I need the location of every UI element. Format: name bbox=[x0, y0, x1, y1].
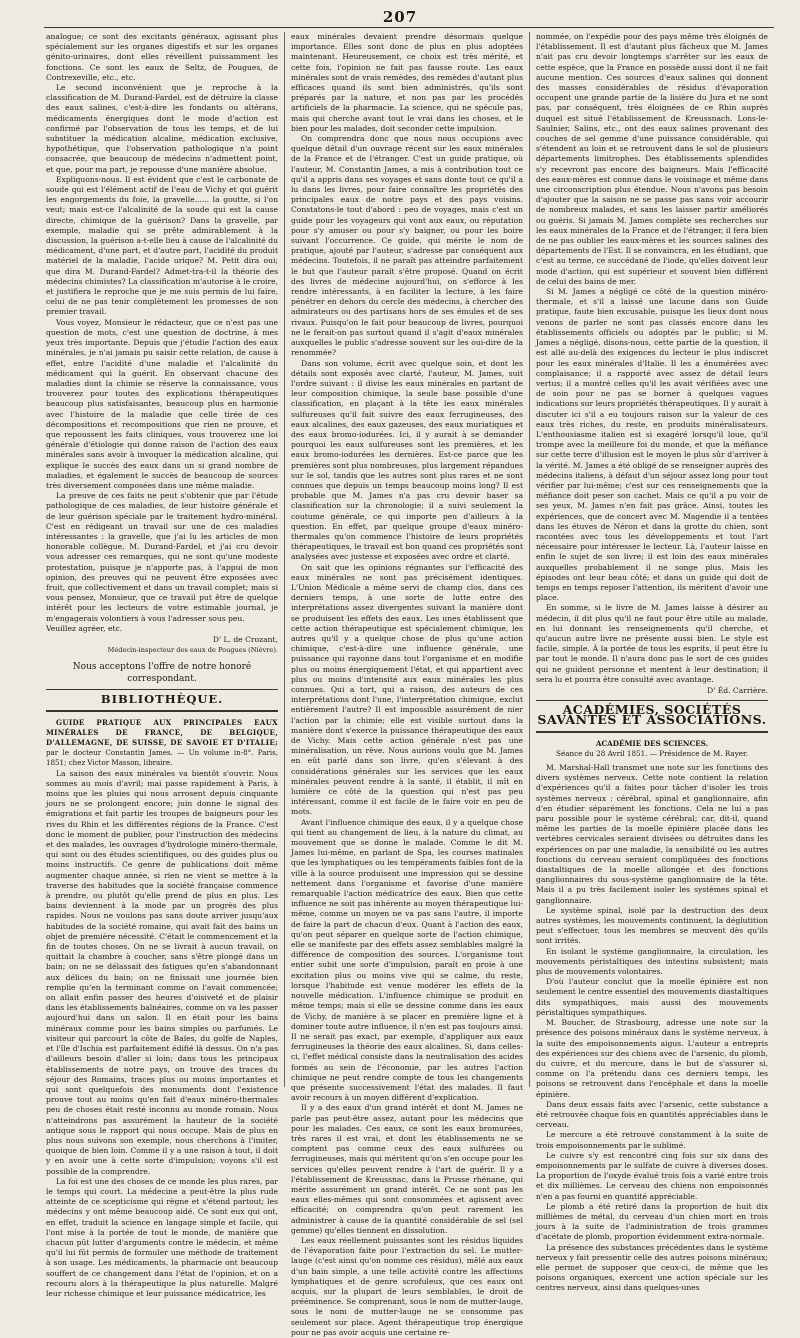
paragraph: En isolant le système ganglionnaire, la circulation, les mouvements péristaltiques des intestins subsistent; mais plus de mouvements volontaires. bbox=[536, 946, 768, 977]
paragraph: Dans son volume, écrit avec quelque soin, et dont les détails sont exposés avec clarté, l'auteur, M. James, suit l'ordre suivant : il divise les eaux minérales en partant de leur composition chimique, la seule base possible d'une classification, en plaçant à la tête les eaux minérales sulfureuses qu'il fait suivre des eaux ferrugineuses, des eaux alcalines, des eaux gazeuses, des eaux muriatiques et des eaux bromo-iodurées. Ici, il y aurait à se demander pourquoi les eaux sulfureuses sont les premières, et les eaux bromo-iodurées les dernières. Est-ce parce que les premières sont plus nombreuses, plus largement répandues sur le sol, tandis que les autres sont plus rares et ne sont connues que depuis un temps beaucoup moins long? Il est probable que M. James n'a pas cru devoir baser sa classification sur la chronologie; il a suivi seulement la coutume générale, ce qui importe peu d'ailleurs à la question. En effet, par quelque groupe d'eaux minéro-thermales qu'on commence l'histoire de leurs propriétés thérapeutiques, le travail est bon quand ces propriétés sont analysées avec justesse et exposées avec ordre et clarté. bbox=[291, 358, 523, 562]
signature: D' Éd. Carrière. bbox=[707, 686, 768, 695]
paragraph: M. Boucher, de Strasbourg, adresse une note sur la présence des poisons minéraux dans le système nerveux, à la suite des empoisonnements aigus. L'auteur a entrepris des expériences sur des chiens avec de l'arsenic, du plomb, du cuivre, et du mercure, dans le but de s'assurer si, comme on l'a prétendu dans ces derniers temps, les poisons se retrouvent dans l'encéphale et dans la moelle épinière. bbox=[536, 1018, 768, 1099]
section-title-bibliotheque: BIBLIOTHÈQUE. bbox=[100, 692, 224, 707]
section-title-academies: ACADÉMIES, SOCIÉTÉS SAVANTES ET ASSOCIATIONS. bbox=[537, 702, 767, 728]
column-divider bbox=[284, 32, 285, 1087]
paragraph: La saison des eaux minérales va bientôt s'ouvrir. Nous sommes au mois d'avril; mai passe rapidement à Paris, à moins que les pluies qui nous arrosent depuis cinquante jours ne se prolongent encore; juin donne le signal des émigrations et fait partir les troupes de baigneurs pour les rives du Rhin et les différentes régions de la France. C'est donc le moment de publier, pour l'instruction des médecins et des malades, les ouvrages d'hydrologie minéro-thermale, qui sont ou des études scientifiques, ou des guides plus ou moins instructifs. Ce genre de publications doit même augmenter chaque année, si rien ne vient se mettre à la traverse des habitudes que la société française commence à prendre, ou plutôt qu'elle prend de plus en plus. Les bains deviennent à la mode par un progrès des plus rapides. Nous ne voulons pas sans doute arriver jusqu'aux habitudes de la société romaine, qui avait fait des bains un objet de première nécessité. C'était le commencement et la fin de toutes choses. On ne se livrait à aucun travail, on quittait la chambre à coucher, sans s'être plongé dans un bain; on ne se délassait des fatigues qu'en s'abandonnant aux délices du bain; on ne finissait une journée bien remplie qu'en la terminant comme on l'avait commencée; on allait enfin passer des heures d'oisiveté et de plaisir dans les établissements balnéaires, comme on va les passer aujourd'hui dans un salon. Il en était pour les bains minéraux comme pour les bains simples ou parfumés. Le visiteur qui parcourt la côte de Baïes, du golfe de Naples, et l'île d'Ischia est parfaitement édifié là dessus. On n'a pas d'ailleurs besoin d'aller si loin; dans tous les principaux établissements de notre pays, on trouve des traces du séjour des Romains, traces plus ou moins importantes et qui sont quelquefois des monuments dont l'existence prouve tout au moins qu'en fait d'eaux minéro-thermales peu de choses était resté inconnu au monde romain. Nous n'atteindrons pas assurément la hauteur de la société antique sous le rapport qui nous occupe. Mais de plus en plus nous suivons son exemple, nous cherchons à l'imiter, quoique de bien loin. Comme il y a une raison à tout, il doit y en avoir une à cette sorte d'impulsion; voyons s'il est possible de la comprendre. bbox=[46, 768, 278, 1176]
paragraph: La présence des substances précédentes dans le système nerveux y fait pressentir celle des autres poisons minéraux; elle permet de supposer que ceux-ci, de même que les poisons organiques, exercent une action spéciale sur les centres nerveux, ainsi dans quelques-unes bbox=[536, 1242, 768, 1293]
column-left bbox=[46, 32, 278, 1298]
paragraph: Si M. James a négligé ce côté de la question minéro-thermale, et s'il a laissé une lacune dans son Guide pratique, faute bien excusable, puisque les lieux dont nous venons de parler ne sont pas classés encore dans les établissements officiels ou adoptés par le public; si M. James a négligé, disons-nous, cette partie de la question, il est allé au-delà des exigences du lecteur le plus indiscret pour les eaux minérales d'Italie. Il les a énumérées avec complaisance; il a rapporté avec assez de détail leurs vertus; il a montré celles qu'il les avait vérifiées avec une de soin pour ne pas se borner à quelques vagues indications sur leurs propriétés thérapeutiques. Il y aurait à discuter ici s'il a eu toujours raison sur la valeur de ces eaux très riches, du reste, en produits minéralisateurs. L'enthousiasme italien est si exagéré lorsqu'il loue, qu'il trompe avec la meilleure foi du monde, et que la méfiance sur cette terre d'illusion est le moyen le plus sûr d'arriver à la vérité. M. James a été obligé de se renseigner auprès des médecins italiens, à défaut d'un séjour assez long pour tout vérifier par lui-même; c'est sur ces renseignements que la méfiance doit peser son cachet. Mais ce qu'il a pu voir de ses yeux, M. James n'en fait pas grâce. Ainsi, toutes les expériences, que de concert avec M. Magendie il a tentées dans les étuves de Néron et dans la grotte du chien, sont racontées avec tous les développements et tout l'art nécessaire pour intéresser le lecteur. Là, l'auteur laisse en enfin le sujet de son livre; il est loin des eaux minérales auxquelles probablement il ne songe plus. Mais les épisodes ont leur beau côté; et dans un guide qui doit de temps en temps reposer l'attention, ils méritent d'avoir une place. bbox=[536, 287, 768, 603]
editor-note: Nous acceptons l'offre de notre honoré correspondant. bbox=[72, 662, 252, 685]
page-number: 207 bbox=[382, 8, 418, 26]
section-rule bbox=[536, 700, 768, 701]
paragraph: Le second inconvénient que je reproche à la classification de M. Durand-Fardel, est de détruire la classe des eaux salines, c'est-à-dire les fondants ou altérans, médicaments énergiques dont le mode d'action est confirmé par l'observation de tous les temps, et de lui substituer la médication alcaline, médication exclusive, hypothétique, que l'observation pathologique n'a point consacrée, que beaucoup de médecins n'admettent point, et que, pour ma part, je repousse d'une manière absolue. bbox=[46, 83, 278, 174]
paragraph: Le système spinal, isolé par la destruction des deux autres systèmes, les mouvements continuent, la déglutition peut s'effectuer, tous les membres se meuvent dès qu'ils sont irrités. bbox=[536, 905, 768, 946]
paragraph: On comprendra donc que nous nous occupions avec quelque détail d'un ouvrage récent sur les eaux minérales de la France et de l'étranger. C'est un guide pratique, où l'auteur, M. Constantin James, a mis à contribution tout ce qu'il a appris dans ses voyages et sans donte tout ce qu'il a lu dans les livres, pour faire connaître les propriétés des principales eaux de notre pays et des pays voisins. Constatons-le tout d'abord : peu de voyages, mais c'est un guide pour les voyageurs qui vont aux eaux, ou réputation pour s'y amuser ou pour s'y baigner, ou pour les boire suivant l'occurrence. Ce guide, qui mérite le nom de pratique, ajouté par l'auteur, s'adresse par conséquent aux médecins. Toutefois, il ne paraît pas atteindre parfaitement le but que l'auteur paraît s'être proposé. Quand on écrit des livres de médecine aujourd'hui, on s'efforce à les rendre intéressants, à en faciliter la lecture, à les faire pénétrer en dehors du cercle des médecins, à chercher des admirateurs ou des partisans hors de ses émules et de ses rivaux. Puisqu'on le fait pour beaucoup de livres, pourquoi ne le ferait-on pas surtout quand il s'agit d'eaux minérales auxquelles le public s'adresse souvent sur les oui-dire de la renommée? bbox=[291, 134, 523, 358]
signature-title: Médecin-inspecteur des eaux de Pougues (Nièvre). bbox=[107, 646, 278, 655]
column-divider bbox=[529, 32, 530, 1087]
paragraph: Expliquons-nous. Il est évident que c'est le carbonate de soude qui est l'élément actif de l'eau de Vichy et qui guérit les engorgements du foie, la gravelle...... la goutte, si l'on veut; mais est-ce l'alcalinité de la soude qui est la cause directe, chimique de la guérison? Dans la gravelle, par exemple, maladie qui se prête admirablement à la discussion, la guérison a-t-elle lieu à cause de l'alcalinité du médicament, d'une part, et d'autre part, l'acidité du produit matériel de la maladie, l'acide urique? M. Petit dira oui; que dira M. Durand-Fardel? Admet-tra-t-il la théorie des médecins chimistes? La classification m'autorise à le croire, et justifiera le reproche que je me suis permis de lui faire, celui de ne pas tenir complètement les promesses de son premier travail. bbox=[46, 174, 278, 317]
paragraph: M. Marshal-Hall transmet une note sur les fonctions des divers systèmes nerveux. Cette note contient la relation d'expériences qu'il a faites pour tâcher d'isoler les trois systèmes nerveux : cérébral, spinal et ganglionnaire, afin d'en étudier séparément les fonctions. Cela ne lui a pas paru possible pour le système cérébral; car, dit-il, quand même les parties de la moelle épinière placée dans les vertèbres cervicales seraient divisées ou détruites dans les expériences on par une maladie, la sensibilité ou les autres fonctions du cerveau seraient compliquées des fonctions diastaltiques de la moelle allongée et des fonctions ganglionnaires du sous-système ganglionnaire de la tête. Mais il a pu très facilement isoler les systèmes spinal et ganglionnaire. bbox=[536, 763, 768, 905]
paragraph: D'où l'auteur conclut que la moelle épinière est non seulement le centre essentiel des mouvements diastaltiques dits sympathiques, mais aussi des mouvements péristaltiques sympathiques. bbox=[536, 977, 768, 1017]
paragraph: En somme, si le livre de M. James laisse à désirer au médecin, il dit plus qu'il ne faut pour être utile au malade, en lui donnant les renseignements qu'il cherche, et qu'aucun autre livre ne présente aussi bien. Le style est facile, simple. À la portée de tous les esprits, il peut être lu par tout le monde. Il n'aura donc pas le sort de ces guides qui ne guident personne et mentent à leur destination; il sera lu et pourra être consulté avec avantage. bbox=[536, 603, 768, 684]
paragraph: nommée, on l'expédie pour des pays même très éloignés de l'établissement. Il est d'autant plus fâcheux que M. James n'ait pas cru devoir longtemps s'arrêter sur les eaux de cette espèce, que la France en possède aussi dont il ne fait aucune mention. Ces sources d'eaux salines qui donnent des masses considérables de résidus d'évaporation occupent une grande partie de la lisière du Jura et ne sont pas, par conséquent, très éloignées de ce Rhin auprès duquel est situé l'établissement de Kreussnach. Lons-le-Saulnier, Salins, etc., ont des eaux salines provenant des couches de sel gemme d'une puissance considérable, qui s'étendent au loin et se retrouvent dans le sol de plusieurs départements limitrophes. Des établissements splendides s'y recevront pas encore des baigneurs. Mais l'efficacité des eaux-mères est connue dans le voisinage et même dans une circonscription plus étendue. Nous n'avons pas besoin d'ajouter que la saison ne se passe pas sans voir accourir de nombreux malades, et sans les laisser partir améliorés ou guéris. Si jamais M. James complète ses recherches sur les eaux minérales de la France et de l'étranger, il fera bien de ne pas oublier les eaux-mères et les sources salines des départements de l'Est. Il se convaincra, en les étudiant, que c'est au terme, ce succédané de l'iode, qu'elles doivent leur mode d'action, qui est supérieur et souvent bien différent de celui des bains de mer. bbox=[536, 32, 768, 286]
closing: Veuillez agréer, etc. bbox=[46, 623, 123, 633]
paragraph: Le cuivre s'y est rencontré cinq fois sur six dans des empoisonnements par le sulfate de cuivre à diverses doses. La proportion de l'oxyde évalué trois fois a varié entre trois et dix millièmes. Le cerveau des chiens non empoisonnés n'en a pas fourni en quantité appréciable. bbox=[536, 1150, 768, 1201]
paragraph: Dans deux essais faits avec l'arsenic, cette substance a été retrouvée chaque fois en quantités appréciables dans le cerveau. bbox=[536, 1099, 768, 1130]
paragraph: analogue; ce sont des excitants généraux, agissant plus spécialement sur les organes digestifs et sur les organes génito-urinaires, dont elles réveillent puissamment les fonctions. Ce sont les eaux de Seltz, de Pougues, de Contrexeville, etc., etc. bbox=[46, 32, 278, 82]
paragraph: On sait que les opinions régnantes sur l'efficacité des eaux minérales ne sont pas précisément identiques. L'Union Médicale a même servi de champ clos, dans ces derniers temps, à une sorte de lutte entre des interprétations assez divergentes suivant la manière dont se produisent les effets des eaux. Les unes établissent que cette action thérapeutique est spécialement chimique, les autres qu'il y a quelque chose de plus qu'une action chimique, c'est-à-dire une influence générale, une puissance qui rayonne dans tout l'organisme et en modifie plus ou moins énergiquement l'état, et qui appartient avec plus ou moins d'intensité aux eaux minérales les plus connues. Qui a tort, qui a raison, des auteurs de ces interprétations dont l'une, l'interprétation chimique, exclut entièrement l'autre? Il est impossible assurément de nier l'action par la chimie; elle est visible surtout dans la manière dont s'exerce la puissance thérapeutique des eaux de Vichy. Mais cette action générale n'est pas une minéralisation, un rêve. Nous aurions voulu que M. James en eût parlé dans son livre, qu'en s'élevant à des considérations générales sur les services que les eaux minérales peuvent rendre à la santé, il établit, il mît en lumière ce côté de la question qui n'est pas peu intéressant, comme il est facile de le faire voir en peu de mots. bbox=[291, 562, 523, 817]
signature: D' L. de Crozant, bbox=[212, 634, 278, 644]
column-right bbox=[536, 32, 768, 1293]
academy-subhead: ACADÉMIE DES SCIENCES. bbox=[595, 738, 709, 748]
book-detail: par le docteur Constantin James. — Un volume in-8°. Paris, 1851; chez Victor Masson, libraire. bbox=[46, 748, 278, 768]
session-line: Séance du 28 Avril 1851. — Présidence de M. Rayer. bbox=[556, 748, 748, 758]
paragraph: Les eaux réellement puissantes sont les résidus liquides de l'évaporation faite pour l'extraction du sel. Le mutter-lauge (c'est ainsi qu'on nomme ces résidus), mêlé aux eaux d'un bain simple, a une telle activité contre les affections lymphatiques et de genre scrofuleux, que ces eaux ont acquis, sur la plupart de leurs semblables, le droit de prééminence. Se comprenant, sous le nom de mutter-lauge, sous le nom de mutter-lauge ne se consomme pas seulement sur place. Agent thérapeutique trop énergique pour ne pas avoir acquis une certaine re- bbox=[291, 1235, 523, 1337]
book-title: GUIDE PRATIQUE AUX PRINCIPALES EAUX MINÉRALES DE FRANCE, DE BELGIQUE, D'ALLEMAGNE, DE SUISSE, DE SAVOIE ET D'ITALIE; bbox=[46, 717, 278, 747]
column-middle bbox=[291, 32, 523, 1337]
header-rule bbox=[44, 27, 774, 28]
paragraph: Le plomb a été retiré dans la proportion de huit dix millièmes de métal, du cerveau d'un chien mort en trois jours à la suite de l'administration de trois grammes d'acétate de plomb, proportion évidemment extra-normale. bbox=[536, 1201, 768, 1242]
paragraph: La foi est une des choses de ce monde les plus rares, par le temps qui court. La médecine a peut-être la plus rude atteinte de ce scepticisme qui règne et s'étend partout; les médecins y ont même beaucoup aidé. Ce sont eux qui ont, en effet, traduit la science en langage simple et facile, qui l'ont mise à la portée de tout le monde, de manière que chacun pût lutter d'arguments contre le médecin, et même qu'il lui fût permis de formuler une méthode de traitement à son usage. Les médicaments, la pharmacie ont beaucoup souffert de ce changement dans l'état de l'opinion, et on a recouru alors à la thérapeutique la plus naturelle. Malgré leur richesse chimique et leur puissance médicatrice, les bbox=[46, 1176, 278, 1298]
paragraph: La preuve de ces faits ne peut s'obtenir que par l'étude pathologique de ces maladies, de leur histoire générale et de leur guérison spéciale par le traitement hydro-minéral. C'est en rédigeant un travail sur une de ces maladies intéressantes : la gravelle, que j'ai lu les articles de mon honorable collègue, M. Durand-Fardel, et j'ai cru devoir vous adresser ces remarques, qui ne sont qu'une modeste protestation, puisque je n'apporte pas, à l'appui de mon opinion, des preuves qui ne peuvent être exposées avec fruit, que collectivement et dans un travail complet; mais si vous pensez, Monsieur, que ce travail put être de quelque intérêt pour les lecteurs de votre estimable journal, je m'engagerais volontiers à vous l'adresser sous peu. bbox=[46, 491, 278, 623]
paragraph: Avant l'influence chimique des eaux, il y a quelque chose qui tient au changement de lieu, à la nature du climat, au mouvement que se donne le malade. Comme le dit M. James lui-même, en parlant de Spa, les courses matinales que les lymphatiques ou les tempéraments faibles font de la ville à la source produisent une impression qui se dessine nettement dans l'organisme et favorise d'une manière remarquable l'action médicatrice des eaux. Bien que cette influence ne soit pas inhérente au moyen thérapeutique lui-même, comme un moyen ne va pas sans l'autre, il importe de faire la part de chacun d'eux. Quant à l'action des eaux, qu'on peut séparer en quelque sorte de l'action chimique, elle se manifeste par des effets assez semblables malgré la différence de composition des sources. L'organisme tout entier subit une sorte d'impulsion, paraît en proie à une excitation plus ou moins vive qui se calme, du reste, lorsque l'habitude est venue modérer les effets de la nouvelle médication. L'influence chimique se produit en même temps; mais si elle se dessine comme dans les eaux de Vichy, de manière à se placer en première ligne et à dominer toute autre influence, il n'en est pas toujours ainsi. Il ne serait pas exact, par exemple, d'appliquer aux eaux ferrugineuses la théorie des eaux alcalines. Si, dans celles-ci, l'effet médical consiste dans la neutralisation des acides formés au sein de l'économie, par les autres l'action chimique ne peut rendre compte de tous les changements que présente successivement l'état des malades. Il faut avoir recours à un moyen différent d'explication. bbox=[291, 817, 523, 1103]
section-rule bbox=[536, 731, 768, 733]
book-reference bbox=[46, 718, 278, 769]
section-rule bbox=[46, 710, 278, 712]
paragraph: eaux minérales devaient prendre désormais quelque importance. Elles sont donc de plus en plus adoptées maintenant. Heureusement, ce choix est très mérité, et cette fois, l'opinion ne fait pas fausse route. Les eaux minérales sont de vrais remèdes, des remèdes d'autant plus efficaces quand ils sont bien administrés, qu'ils sont préparés par la nature, et non pas par les procédés artificiels de la pharmacie. La science, qui ne spécule pas, mais qui cherche avant tout le vrai dans les choses, et le bien pour les malades, doit seconder cette impulsion. bbox=[291, 32, 523, 133]
section-rule bbox=[46, 689, 278, 690]
paragraph: Vous voyez, Monsieur le rédacteur, que ce n'est pas une question de mots, c'est une question de doctrine, à mes yeux très importante. Depuis que j'étudie l'action des eaux minérales, je n'ai jamais pu saisir cette relation, de cause à effet, entre l'acidité d'une maladie et l'alcalinité du médicament qui la guérit. En observant chacune des maladies dont la chimie se réserve la connaissance, vous trouverez pour toutes des explications thérapeutiques beaucoup plus satisfaisantes, beaucoup plus en harmonie avec l'histoire de la maladie que celle tirée de ces décompositions et recompositions que rien ne prouve, et que repoussent les faits cliniques, vous trouverez une loi générale d'étiologie qui donne raison de l'action des eaux minérales sans avoir à invoquer la médication alcaline, qui explique le succès des eaux dans un si grand nombre de maladies, et également le succès de beaucoup de sources très diversement composées dans une même maladie. bbox=[46, 317, 278, 490]
paragraph: Le mercure a été retrouvé constamment à la suite de trois empoisonnements par le sublimé. bbox=[536, 1130, 768, 1150]
paragraph: Il y a des eaux d'un grand intérêt et dont M. James ne parle pas peut-être assez, autant pour les médecins que pour les malades. Ces eaux, ce sont les eaux bromurées, très rares il est vrai, et dont les établissements ne se comptent pas comme ceux des eaux sulfurées ou ferrugineuses, mais qui méritent qu'on s'en occupe pour les services qu'elles peuvent rendre à l'art de guérir. Il y a l'établissement de Kreussnac, dans la Prusse rhénane, qui mérite assurément un grand intérêt. Ce ne sont pas les eaux elles-mêmes qui sont consommées et agissent avec efficacité; on comprendra qu'on peut rarement les administrer à cause de la quantité considérable de sel (sel gemme) qu'elles tiennent en dissolution. bbox=[291, 1103, 523, 1235]
